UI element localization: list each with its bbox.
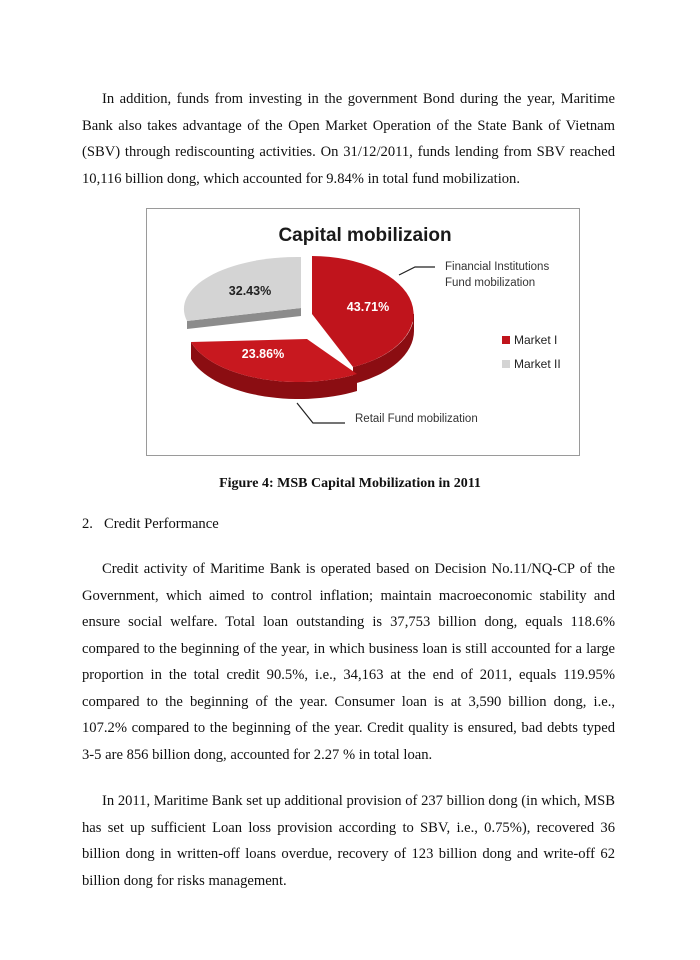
- legend-label-market-2: Market II: [514, 357, 561, 371]
- legend-swatch-market-2: [502, 360, 510, 368]
- provision-paragraph: In 2011, Maritime Bank set up additional provision of 237 billion dong (in which, MSB has set up sufficient Loan loss provision according to SBV, i.e., 0.75%), recovered 36 billion dong in written-off loans overdue, recovery of 123 billion dong and write-off 62 billion dong for risks management.: [82, 793, 615, 889]
- chart-title: Capital mobilizaion: [278, 225, 452, 246]
- chart-legend: [502, 333, 561, 371]
- legend-swatch-market-1: [502, 336, 510, 344]
- annotation-financial-line2: Fund mobilization: [445, 277, 536, 289]
- intro-paragraph: In addition, funds from investing in the government Bond during the year, Maritime Bank also takes advantage of the Open Market Operation of the State Bank of Vietnam (SBV) through rediscounting activities. On 31/12/2011, funds lending from SBV reached 10,116 billion dong, which accounted for 9.84% in total fund mobilization.: [82, 91, 615, 187]
- figure-caption: Figure 4: MSB Capital Mobilization in 2011: [219, 476, 481, 491]
- annotation-retail: Retail Fund mobilization: [355, 413, 478, 425]
- credit-paragraph: Credit activity of Maritime Bank is operated based on Decision No.11/NQ-CP of the Government, which aimed to control inflation; maintain macroeconomic stability and ensure social welfare. Total loan outstanding is 37,753 billion dong, equals 118.6% compared to the beginning of the year, in which business loan is still accounted for a large proportion in the total credit 90.5%, i.e., 34,163 at the end of 2011, equals 119.95% compared to the beginning of the year. Consumer loan is at 3,590 billion dong, i.e., 107.2% compared to the beginning of the year. Credit quality is ensured, bad debts typed 3-5 are 856 billion dong, accounted for 2.27 % in total loan.: [82, 561, 615, 763]
- slice-label-43: 43.71%: [346, 300, 390, 314]
- leader-line-financial: [399, 267, 435, 275]
- annotation-financial-line1: Financial Institutions: [445, 261, 550, 273]
- section-title: Credit Performance: [104, 516, 219, 532]
- section-number: 2.: [82, 516, 93, 532]
- leader-line-retail: [297, 403, 345, 423]
- capital-mobilization-chart: [146, 208, 580, 456]
- section-heading: [82, 516, 219, 533]
- slice-label-23: 23.86%: [241, 347, 285, 361]
- slice-label-32: 32.43%: [228, 284, 272, 298]
- pie-chart-svg: [147, 209, 579, 455]
- legend-label-market-1: Market I: [514, 333, 558, 347]
